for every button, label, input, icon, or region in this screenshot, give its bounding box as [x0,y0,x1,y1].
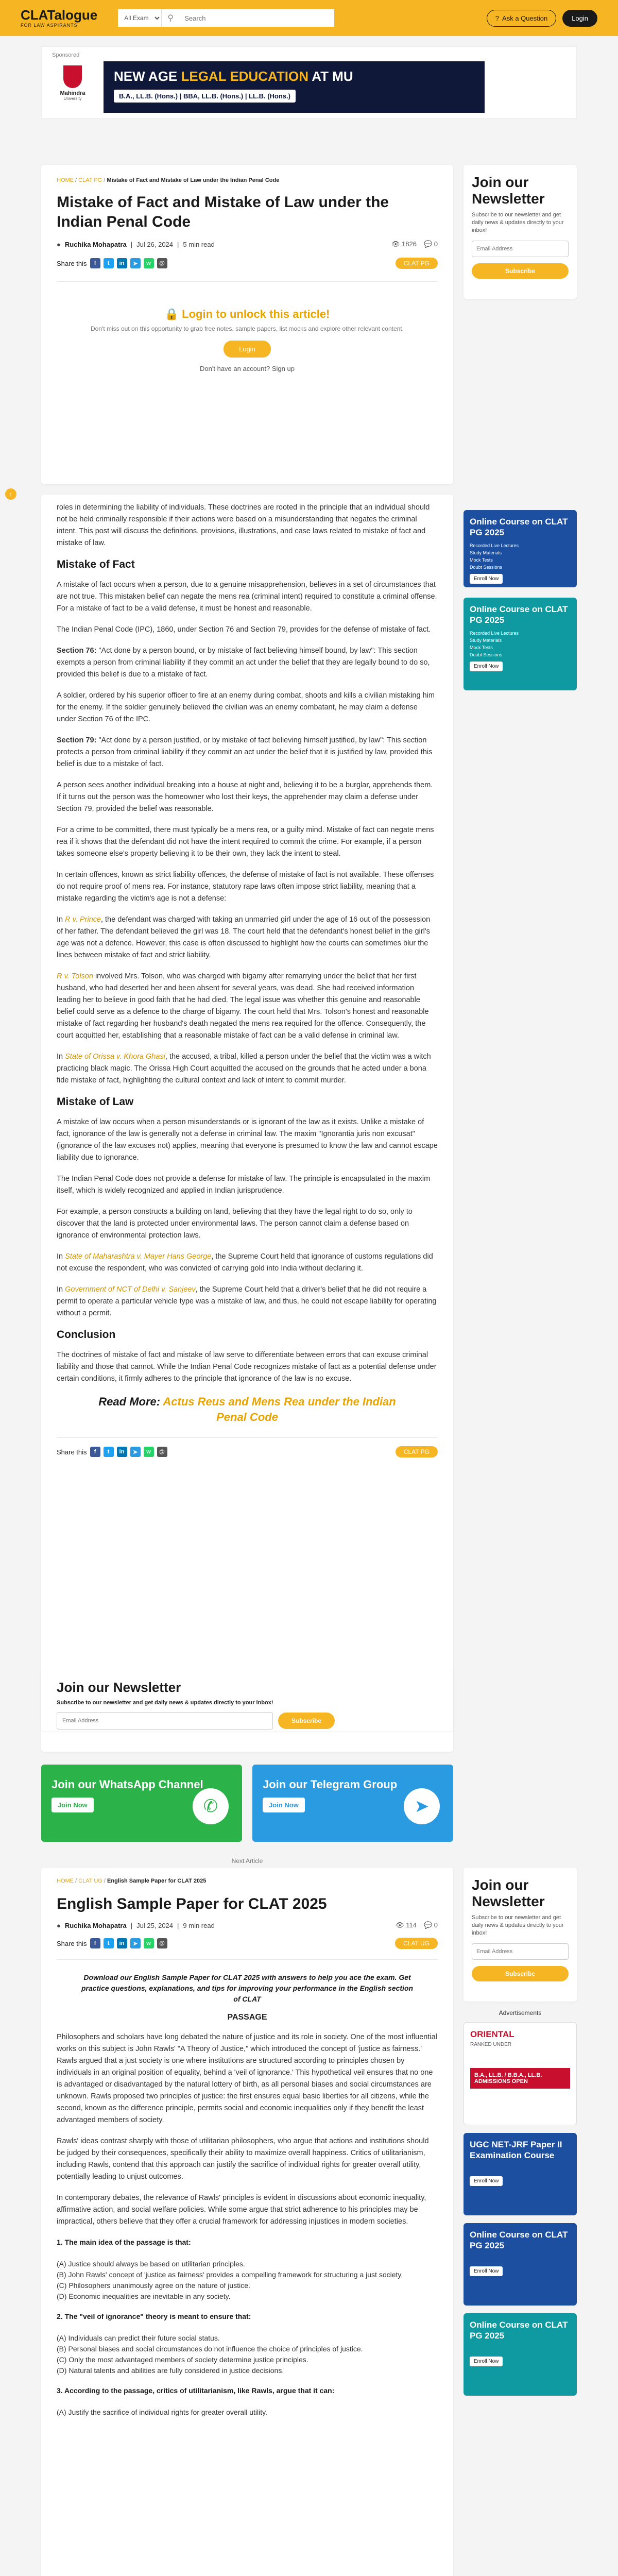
newsletter-title: Join our Newsletter [57,1680,181,1695]
newsletter-subscribe-button[interactable]: Subscribe [278,1713,335,1729]
case-link[interactable]: State of Maharashtra v. Mayer Hans George [65,1252,212,1261]
whatsapp-title: Join our WhatsApp Channel [52,1778,203,1791]
paragraph: Section 76: "Act done by a person bound, or by mistake of fact believing himself bound, by law": This section exempts a person from criminal liability if they commit an act under the belief that they are legally bound to do so, provided this belief is due to a mistake of fact. [57,647,430,679]
newsletter-text: Subscribe to our newsletter and get daily news & updates directly to your inbox! [472,1914,564,1936]
newsletter-text: Subscribe to our newsletter and get daily news & updates directly to your inbox! [57,1700,273,1706]
share-label: Share this [57,1448,87,1456]
logo-tagline: FOR LAW ASPIRANTS [21,23,78,28]
next-article-label: Next Article [231,1857,263,1865]
telegram-icon[interactable]: ➤ [130,1938,141,1948]
telegram-icon[interactable]: ➤ [130,1447,141,1457]
newsletter-email-input[interactable] [57,1712,273,1730]
twitter-icon[interactable]: t [104,1938,114,1948]
promo-enroll-button[interactable]: Enroll Now [470,574,503,584]
promo-title: Online Course on CLAT PG 2025 [470,517,568,537]
case-link[interactable]: R v. Tolson [57,972,93,980]
paragraph: A person sees another individual breaking into a house at night and, believing it to be a burglar, apprehends them. If it turns out the person was the homeowner who lost their keys, the apprehender may claim a defense under Section 79, provided the belief was reasonable. [57,781,433,813]
ad-title: UGC NET-JRF Paper II Examination Course [470,2140,562,2160]
top-advertisement[interactable] [41,46,577,118]
telegram-join-button[interactable]: Join Now [263,1798,305,1812]
paragraph: For example, a person constructs a building on land, believing that they have the legal right to do so, only to discover that the land is protected under environmental laws. The person cannot claim a defense based on ignorance of environmental protection laws. [57,1208,413,1240]
eye-icon: 👁 [396,1921,404,1929]
category-tag[interactable]: CLAT PG [396,1446,438,1458]
newsletter-email-input[interactable] [472,1943,569,1960]
read-more-link[interactable]: Actus Reus and Mens Rea under the Indian Penal Code [163,1395,396,1423]
sidebar-newsletter-2 [464,1868,577,2002]
lock-icon: 🔒 [164,308,179,320]
paragraph: In certain offences, known as strict liability offences, the defense of mistake of fact is not available. These offenses do not require proof of mens rea. For instance, statutory rape laws often impose strict liability, meaning that a mistake regarding the victim's age is not a defense: [57,871,434,903]
question-2: 2. The "veil of ignorance" theory is meant to ensure that: (A) Individuals can predict their future social status. (B) Personal biases and social circumstances do not influence the choice of principles of justice. (C) Only the most advantaged members of society determine justice principles. (D) Natural talents and abilities are fully considered in justice decisions. [57,2312,363,2375]
facebook-icon[interactable]: f [90,258,100,268]
search-input[interactable] [179,9,334,27]
comment-icon: 💬 [423,240,433,248]
eye-icon: 👁 [391,240,400,248]
ask-question-button[interactable] [487,10,556,27]
breadcrumb-home[interactable]: HOME [57,177,74,183]
paragraph: In R v. Prince, the defendant was charged with taking an unmarried girl under the age of 16 out of the possession of her father. The defendant believed the girl was 18. The court held that the defendant's honest belief in the girl's age was not a defence. However, this case is often discussed to highlight how the courts can sometimes blur the lines between mistake of fact and strict liability. [57,916,431,959]
newsletter-subscribe-button[interactable]: Subscribe [472,1966,569,1981]
comments-count: 💬 0 [423,240,438,248]
signup-link[interactable]: Sign up [271,365,295,372]
sidebar-ad-oriental[interactable] [464,2022,577,2125]
question-icon: ? [495,14,500,22]
telegram-icon[interactable]: ➤ [130,258,141,268]
section-heading: Mistake of Law [57,1096,134,1108]
lock-panel [57,308,438,372]
breadcrumb: HOME / CLAT UG / English Sample Paper for CLAT 2025 [57,1878,207,1884]
promo-features: Recorded Live Lectures Study Materials Mock Tests Doubt Sessions [470,543,519,570]
ad-title: Online Course on CLAT PG 2025 [470,2320,568,2341]
article-title: Mistake of Fact and Mistake of Law under the Indian Penal Code [57,194,389,230]
shield-icon [63,65,82,88]
logo-text: CLATalogue [21,7,98,23]
author-name[interactable]: Ruchika Mohapatra [64,1921,127,1929]
sidebar-promo-1[interactable] [464,510,577,587]
floating-action-button[interactable]: ↑ [5,488,16,500]
breadcrumb-category[interactable]: CLAT PG [78,177,102,183]
paragraph: Section 79: "Act done by a person justified, or by mistake of fact believing himself justified, by law": This section protects a person from criminal liability if they commit an act under the belief that it is justified by law, provided this belief is due to a mistake of fact. [57,736,433,768]
whatsapp-channel-card[interactable] [41,1765,242,1842]
paragraph: R v. Tolson involved Mrs. Tolson, who was charged with bigamy after remarrying under the belief that her first husband, who had deserted her and been absent for several years, was dead. She had received information leading her to believe in good faith that he had died. The legal issue was whether this genuine and reasonable belief could serve as a defence to the charge of bigamy. The court held that Mrs. Tolson's honest and reasonable mistake of fact regarding her husband's death negated the mens rea required for the offence. Consequently, the court acquitted her, establishing that a reasonable mistake of fact can be a valid defense in criminal law. [57,972,429,1040]
ad-title: Online Course on CLAT PG 2025 [470,2230,568,2250]
views-count: 👁 114 [396,1921,417,1929]
divider [57,281,438,282]
login-button[interactable]: Login [562,10,597,27]
ad-headline: NEW AGE LEGAL EDUCATION AT MU [114,69,353,84]
comment-icon: 💬 [423,1921,433,1929]
article-meta: ● Ruchika Mohapatra | Jul 26, 2024 | 5 min read 👁 1826 💬 0 [57,240,438,248]
ad-enroll-button[interactable]: Enroll Now [470,2357,503,2366]
promo-features: Recorded Live Lectures Study Materials Mock Tests Doubt Sessions [470,631,519,657]
paragraph: In Government of NCT of Delhi v. Sanjeev, the Supreme Court held that a driver's belief that he did not require a permit to operate a particular vehicle type was a mistake of law, and thus, he could not escape liability for operating without a permit. [57,1285,437,1317]
paragraph: The Indian Penal Code does not provide a defense for mistake of law. The principle is encapsulated in the maxim itself, which is widely recognized and applied in Indian jurisprudence. [57,1175,431,1195]
author-icon: ● [57,240,61,248]
ad-enroll-button[interactable]: Enroll Now [470,2176,503,2186]
read-time: 5 min read [183,240,215,248]
category-tag[interactable]: CLAT PG [396,258,438,269]
article-card-2 [41,1868,453,2576]
article-intro: Download our English Sample Paper for CLAT 2025 with answers to help you ace the exam. Get practice questions, explanations, and tips for improving your performance in the English section of CLAT [81,1973,414,2003]
sidebar-ad-clat-1[interactable] [464,2223,577,2306]
promo-title: Online Course on CLAT PG 2025 [470,604,568,625]
paragraph: A soldier, ordered by his superior officer to fire at an enemy during combat, shoots and kills a civilian mistaking him for the enemy. If the soldier genuinely believed the civilian was an enemy combatant, he may claim a defense under Section 76 of the IPC. [57,691,435,723]
newsletter-section [41,1669,453,1731]
breadcrumb-home[interactable]: HOME [57,1878,74,1884]
sidebar-newsletter [464,165,577,299]
case-link[interactable]: State of Orissa v. Khora Ghasi [65,1053,165,1061]
question-1: 1. The main idea of the passage is that: (A) Justice should always be based on utilitarian principles. (B) John Rawls' concept of 'justice as fairness' provides a compelling framework for structuring a just society. (C) Philosophers unanimously agree on the nature of justice. (D) Economic inequalities are inevitable in any society. [57,2238,403,2300]
whatsapp-icon[interactable]: w [144,1447,154,1457]
sidebar-ad-ugc[interactable] [464,2133,577,2215]
telegram-title: Join our Telegram Group [263,1778,398,1791]
search-scope-select[interactable] [118,9,162,27]
ad-body: B.A., LL.B. / B.B.A., LL.B. ADMISSIONS OPEN [470,2068,570,2089]
section-heading: Mistake of Fact [57,558,135,570]
whatsapp-join-button[interactable]: Join Now [52,1798,94,1812]
linkedin-icon[interactable]: in [117,1447,127,1457]
paragraph: A mistake of law occurs when a person misunderstands or is ignorant of the law as it exists. Unlike a mistake of fact, ignorance of the law is generally not a defense in criminal law. The maxim "Ignorantia juris non excusat" (ignorance of the law excuses not) applies, meaning that everyone is presumed to know the law and cannot escape liability due to ignorance. [57,1118,438,1162]
email-icon[interactable]: @ [157,258,167,268]
ad-brand-sub: University [63,96,82,101]
article-card [41,165,453,484]
category-tag[interactable]: CLAT UG [395,1938,438,1949]
newsletter-subscribe-button[interactable]: Subscribe [472,263,569,279]
share-row [57,258,438,269]
paragraph: In State of Orissa v. Khora Ghasi, the accused, a tribal, killed a person under the belief that the victim was a witch practicing black magic. The Orissa High Court acquitted the accused on the grounds that he acted under a bona fide mistake of fact, highlighting the cultural context and lack of intent to commit murder. [57,1053,431,1084]
paragraph: Philosophers and scholars have long debated the nature of justice and its role in society. One of the most influential works on this subject is John Rawls' "A Theory of Justice," which introduced the concept of 'justice as fairness.' Rawls argued that a just society is one where institutions are structured according to principles chosen by individuals in an original position of equality, behind a 'veil of ignorance.' This hypothetical veil ensures that no one is advantaged or disadvantaged by the natural lottery of birth, as all personal biases and social circumstances are unknown. Rawls proposed two principles of justice: the first ensures equal basic liberties for all citizens, while the second, known as the difference principle, permits social and economic inequalities only if they benefit the least advantaged members of society. [57,2033,437,2124]
case-link[interactable]: Government of NCT of Delhi v. Sanjeev [65,1285,196,1294]
facebook-icon[interactable]: f [90,1447,100,1457]
lock-subtitle: Don't miss out on this opportunity to grab free notes, sample papers, list mocks and explore other relevant content. [91,325,404,332]
whatsapp-icon[interactable]: w [144,1938,154,1948]
ad-banner [104,61,485,113]
ad-brand-name: Mahindra [60,90,85,96]
linkedin-icon[interactable]: in [117,258,127,268]
whatsapp-icon[interactable]: w [144,258,154,268]
breadcrumb-current: English Sample Paper for CLAT 2025 [107,1878,207,1884]
telegram-group-card[interactable] [252,1765,453,1842]
comments-count: 💬 0 [423,1921,438,1929]
article-body [41,495,453,1752]
lock-title: 🔒 Login to unlock this article! [164,308,330,320]
search-icon[interactable]: ⚲ [167,14,174,23]
ad-title: ORIENTAL [470,2029,514,2039]
whatsapp-icon: ✆ [193,1788,229,1824]
read-more: Read More: Actus Reus and Mens Rea under the Indian Penal Code [98,1395,396,1423]
paragraph: In contemporary debates, the relevance of Rawls' principles is evident in discussions about economic inequality, affirmative action, and social welfare policies. While some argue that strict adherence to his principles may be impractical, others believe that they offer a crucial framework for addressing injustices in modern societies. [57,2194,426,2226]
paragraph: Rawls' ideas contrast sharply with those of utilitarian philosophers, who argue that actions and institutions should be judged by their consequences, specifically their ability to maximize overall happiness. Critics of utilitarianism, including Rawls, contend that this approach can justify the sacrifice of individual rights for greater overall utility, potentially leading to unjust outcomes. [57,2137,429,2181]
breadcrumb: HOME / CLAT PG / Mistake of Fact and Mistake of Law under the Indian Penal Code [57,177,280,183]
top-header [0,0,618,36]
paragraph: The Indian Penal Code (IPC), 1860, under Section 76 and Section 79, provides for the defense of mistake of fact. [57,625,431,634]
author-icon: ● [57,1921,61,1929]
email-icon[interactable]: @ [157,1447,167,1457]
share-row [57,1446,438,1458]
share-label: Share this [57,1939,87,1947]
ad-enroll-button[interactable]: Enroll Now [470,2266,503,2276]
paragraph: In State of Maharashtra v. Mayer Hans George, the Supreme Court held that ignorance of customs regulations did not excuse the respondent, who was convicted of carrying gold into India without declaring it. [57,1252,433,1273]
breadcrumb-category[interactable]: CLAT UG [78,1878,102,1884]
question-3: 3. According to the passage, critics of utilitarianism, like Rawls, argue that it can: (A) Justify the sacrifice of individual rights for greater overall utility. [57,2386,335,2416]
share-row [57,1938,438,1949]
article-title: English Sample Paper for CLAT 2025 [57,1895,327,1912]
search-bar [118,9,334,27]
newsletter-title: Join our Newsletter [472,1877,545,1909]
newsletter-title: Join our Newsletter [472,174,545,207]
publish-date: Jul 25, 2024 [136,1921,174,1929]
email-icon[interactable]: @ [157,1938,167,1948]
author-name[interactable]: Ruchika Mohapatra [64,240,127,248]
advertisements-label: Advertisements [499,2009,542,2016]
linkedin-icon[interactable]: in [117,1938,127,1948]
views-count: 👁 1826 [391,240,417,248]
section-heading: Conclusion [57,1329,116,1341]
publish-date: Jul 26, 2024 [136,240,174,248]
promo-enroll-button[interactable]: Enroll Now [470,662,503,671]
paragraph: A mistake of fact occurs when a person, due to a genuine misapprehension, believes in a set of circumstances that are not true. This mistaken belief can negate the mens rea (criminal intent) required to constitute a criminal offense. For a mistake of fact to be a valid defense, it must be honest and reasonable. [57,581,437,613]
sidebar-promo-2[interactable] [464,598,577,690]
paragraph: For a crime to be committed, there must typically be a mens rea, or a guilty mind. Mistake of fact can negate mens rea if it shows that the defendant did not have the intent required to commit the crime. For example, if a person takes someone else's property believing it to be their own, they lack the intent to steal. [57,826,434,858]
ad-brand-logo [52,62,93,104]
share-label: Share this [57,259,87,267]
passage-heading: PASSAGE [227,2013,267,2022]
newsletter-text: Subscribe to our newsletter and get daily news & updates directly to your inbox! [472,212,564,233]
newsletter-email-input[interactable] [472,241,569,257]
sidebar-ad-clat-2[interactable] [464,2313,577,2396]
twitter-icon[interactable]: t [104,258,114,268]
paragraph: The doctrines of mistake of fact and mistake of law serve to differentiate between errors that can excuse criminal liability and those that cannot. While the Indian Penal Code recognizes mistake of fact as a potential defense under certain conditions, it firmly adheres to the principle that ignorance of the law is no excuse. [57,1351,437,1383]
article-meta: ● Ruchika Mohapatra | Jul 25, 2024 | 9 min read 👁 114 💬 0 [57,1921,438,1929]
read-time: 9 min read [183,1921,215,1929]
case-link[interactable]: R v. Prince [65,916,101,924]
telegram-icon: ➤ [404,1788,440,1824]
ask-question-label: Ask a Question [502,14,548,22]
signup-prompt: Don't have an account? Sign up [200,365,295,372]
ad-sub: RANKED UNDER [470,2042,512,2047]
twitter-icon[interactable]: t [104,1447,114,1457]
unlock-login-button[interactable]: Login [224,341,271,358]
breadcrumb-current: Mistake of Fact and Mistake of Law under the Indian Penal Code [107,177,280,183]
site-logo[interactable] [21,8,97,28]
facebook-icon[interactable]: f [90,1938,100,1948]
ad-programs: B.A., LL.B. (Hons.) | BBA, LL.B. (Hons.) | LL.B. (Hons.) [114,90,296,103]
paragraph: roles in determining the liability of individuals. These doctrines are rooted in the principle that an individual should not be held criminally responsible if their actions were based on a misunderstanding that negates the criminal intent. This post will discuss the definitions, provisions, illustrations, and case laws related to mistake of fact and mistake of law. [57,503,430,547]
sponsored-label: Sponsored [52,52,80,58]
